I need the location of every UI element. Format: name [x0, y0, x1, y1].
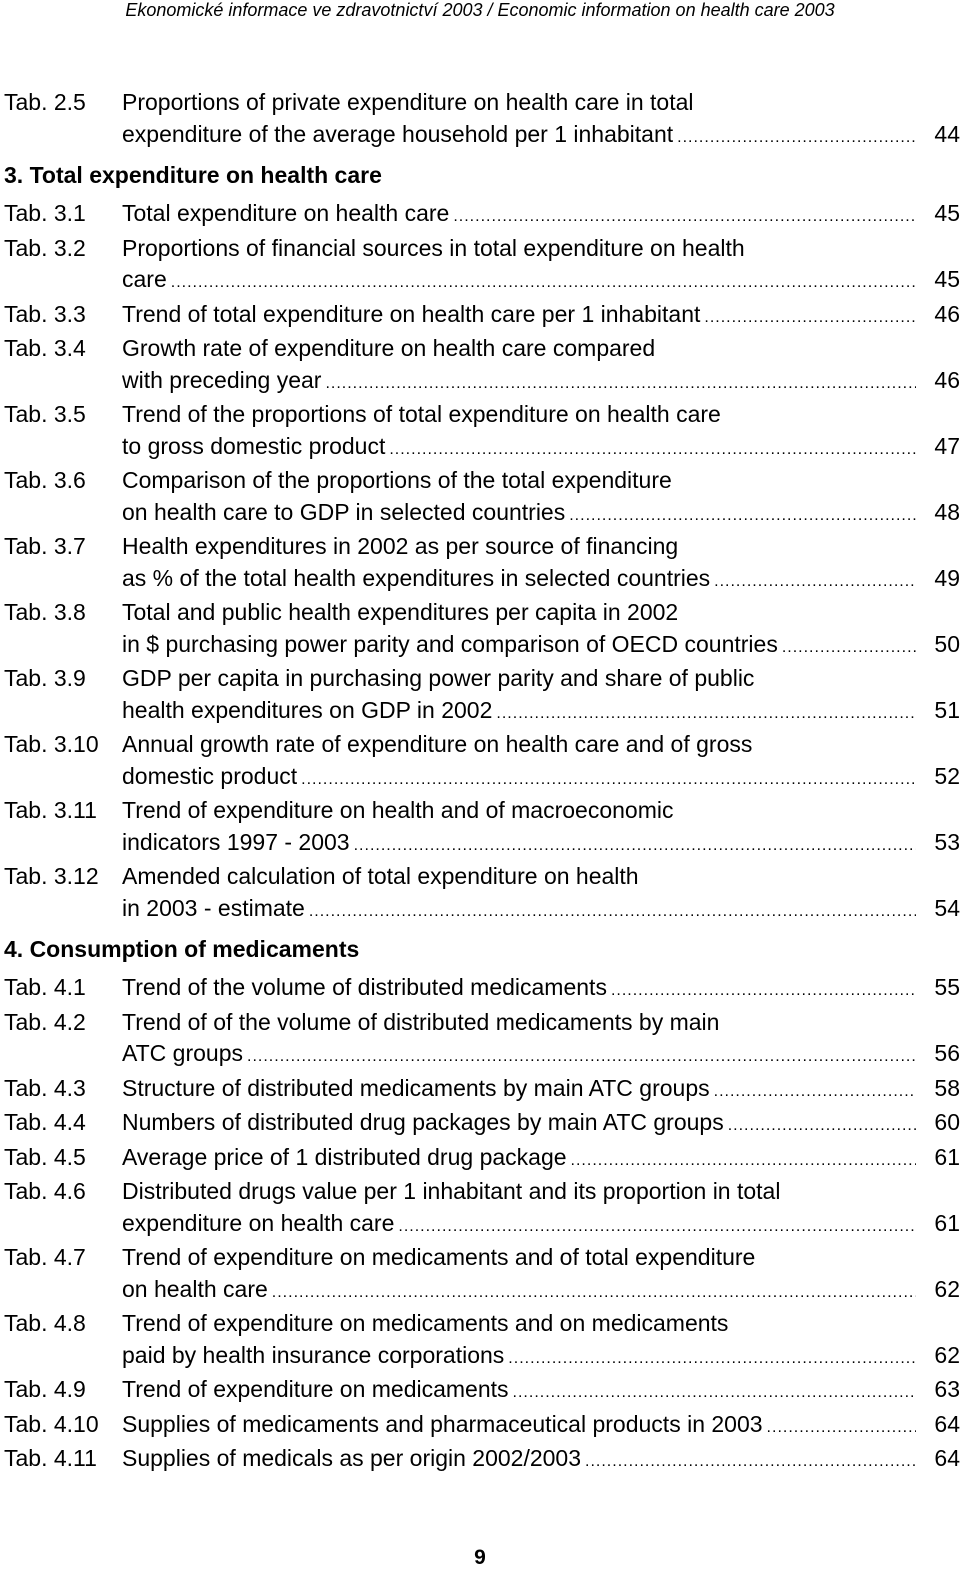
entry-title-line: Total expenditure on health care	[122, 200, 450, 226]
table-number: Tab. 4.9	[4, 1376, 86, 1402]
page-ref[interactable]: 62	[934, 1275, 960, 1302]
toc-entry[interactable]	[4, 1176, 960, 1242]
entry-title-line: paid by health insurance corporations	[122, 1341, 505, 1368]
entry-title-line: domestic product	[122, 762, 298, 789]
entry-title-line: as % of the total health expenditures in selected countries	[122, 564, 711, 591]
table-number: Tab. 3.6	[4, 467, 86, 493]
toc-entry[interactable]	[4, 1374, 960, 1409]
entry-title-line: Comparison of the proportions of the total expenditure	[122, 467, 672, 493]
page-ref[interactable]: 49	[934, 564, 960, 591]
table-number: Tab. 3.3	[4, 300, 86, 327]
running-header: Ekonomické informace ve zdravotnictví 2003 / Economic information on health care 2003	[125, 0, 835, 20]
entry-title-line: Total and public health expenditures per capita in 2002	[122, 599, 679, 625]
table-number: Tab. 3.7	[4, 533, 86, 559]
section-heading: 4. Consumption of medicaments	[4, 936, 360, 962]
toc-entry[interactable]	[4, 795, 960, 861]
dot-leader	[714, 1076, 916, 1108]
page-ref[interactable]: 46	[934, 366, 960, 393]
dot-leader	[714, 566, 916, 598]
page-ref[interactable]: 55	[934, 974, 960, 1000]
table-number: Tab. 2.5	[4, 89, 86, 115]
page-ref[interactable]: 50	[934, 630, 960, 657]
table-number: Tab. 4.1	[4, 974, 86, 1000]
entry-title-line: Distributed drugs value per 1 inhabitant and its proportion in total	[122, 1178, 781, 1204]
page-ref[interactable]: 44	[934, 120, 960, 147]
entry-title-line: indicators 1997 - 2003	[122, 828, 350, 855]
dot-leader	[398, 1211, 916, 1243]
dot-leader	[272, 1277, 916, 1309]
dot-leader	[247, 1041, 916, 1073]
toc-entry[interactable]	[4, 1142, 960, 1177]
toc-entry[interactable]	[4, 531, 960, 597]
table-number: Tab. 4.11	[4, 1445, 97, 1471]
dot-leader	[571, 1145, 916, 1177]
toc-entry[interactable]	[4, 299, 960, 334]
page-ref[interactable]: 61	[934, 1209, 960, 1236]
page-ref[interactable]: 60	[934, 1109, 960, 1135]
dot-leader	[782, 632, 916, 664]
page-ref[interactable]: 45	[934, 266, 960, 292]
toc-entry[interactable]	[4, 861, 960, 927]
dot-leader	[585, 1446, 916, 1478]
entry-title-line: Health expenditures in 2002 as per source of financing	[122, 533, 679, 559]
page-ref[interactable]: 58	[934, 1074, 960, 1101]
page-ref[interactable]: 52	[934, 762, 960, 789]
table-number: Tab. 3.11	[4, 797, 97, 823]
page-ref[interactable]: 46	[934, 300, 960, 327]
page-ref[interactable]: 64	[934, 1410, 960, 1437]
entry-title-line: Trend of expenditure on medicaments and on medicaments	[122, 1310, 729, 1336]
dot-leader	[309, 896, 916, 928]
entry-title-line: expenditure of the average household per 1 inhabitant	[122, 120, 674, 147]
page-ref[interactable]: 63	[934, 1376, 960, 1402]
table-number: Tab. 4.4	[4, 1109, 86, 1135]
entry-title-line: on health care to GDP in selected countries	[122, 498, 566, 525]
entry-title-line: Proportions of private expenditure on health care in total	[122, 89, 694, 115]
dot-leader	[767, 1412, 916, 1444]
toc-entry[interactable]	[4, 465, 960, 531]
page-ref[interactable]: 64	[934, 1445, 960, 1471]
dot-leader	[611, 975, 916, 1007]
dot-leader	[704, 302, 916, 334]
dot-leader	[496, 698, 916, 730]
toc-entry[interactable]	[4, 198, 960, 233]
table-number: Tab. 3.5	[4, 401, 86, 427]
toc-entry[interactable]	[4, 399, 960, 465]
entry-title-line: Trend of expenditure on medicaments and of total expenditure	[122, 1244, 756, 1270]
entry-title-line: Trend of expenditure on medicaments	[122, 1376, 509, 1402]
table-number: Tab. 3.2	[4, 234, 86, 261]
entry-title-line: Trend of of the volume of distributed medicaments by main	[122, 1008, 720, 1035]
page-ref[interactable]: 56	[934, 1040, 960, 1066]
dot-leader	[301, 764, 916, 796]
entry-title-line: Numbers of distributed drug packages by main ATC groups	[122, 1109, 724, 1135]
entry-title-line: Structure of distributed medicaments by main ATC groups	[122, 1074, 710, 1101]
dot-leader	[453, 201, 916, 233]
toc-entry[interactable]	[4, 729, 960, 795]
entry-title-line: ATC groups	[122, 1040, 244, 1066]
table-number: Tab. 4.5	[4, 1143, 86, 1170]
table-number: Tab. 3.4	[4, 335, 86, 361]
toc-entry[interactable]	[4, 1308, 960, 1374]
table-number: Tab. 3.12	[4, 863, 99, 889]
toc-entry[interactable]	[4, 87, 960, 153]
toc-entry[interactable]	[4, 597, 960, 663]
toc-entry[interactable]	[4, 972, 960, 1007]
page-ref[interactable]: 61	[934, 1143, 960, 1170]
entry-title-line: Supplies of medicaments and pharmaceutical products in 2003	[122, 1410, 763, 1437]
entry-title-line: with preceding year	[122, 366, 322, 393]
entry-title-line: Average price of 1 distributed drug package	[122, 1143, 567, 1170]
dot-leader	[569, 500, 916, 532]
table-number: Tab. 3.8	[4, 599, 86, 625]
entry-title-line: Trend of the proportions of total expenditure on health care	[122, 401, 721, 427]
page-ref[interactable]: 53	[934, 828, 960, 855]
entry-title-line: Trend of the volume of distributed medicaments	[122, 974, 607, 1000]
entry-title-line: Supplies of medicals as per origin 2002/2003	[122, 1445, 582, 1471]
section-heading: 3. Total expenditure on health care	[4, 162, 382, 188]
table-number: Tab. 4.7	[4, 1244, 86, 1270]
toc-entry[interactable]	[4, 1409, 960, 1444]
entry-title-line: to gross domestic product	[122, 432, 386, 459]
toc-entry[interactable]	[4, 333, 960, 399]
entry-title-line: Trend of total expenditure on health care per 1 inhabitant	[122, 300, 701, 327]
entry-title-line: GDP per capita in purchasing power parity and share of public	[122, 665, 755, 691]
page-ref[interactable]: 48	[934, 498, 960, 525]
table-of-contents	[4, 87, 960, 1478]
toc-entry[interactable]	[4, 233, 960, 299]
dot-leader	[677, 122, 916, 154]
table-number: Tab. 3.10	[4, 731, 99, 757]
page-ref[interactable]: 45	[934, 200, 960, 226]
entry-title-line: expenditure on health care	[122, 1209, 395, 1236]
table-number: Tab. 4.10	[4, 1410, 99, 1437]
table-number: Tab. 4.8	[4, 1310, 86, 1336]
page-ref[interactable]: 47	[934, 432, 960, 459]
toc-entry[interactable]	[4, 1073, 960, 1108]
entry-title-line: in $ purchasing power parity and comparison of OECD countries	[122, 630, 778, 657]
table-number: Tab. 4.6	[4, 1178, 86, 1204]
entry-title-line: on health care	[122, 1275, 268, 1302]
entry-title-line: Growth rate of expenditure on health care compared	[122, 335, 656, 361]
dot-leader	[325, 368, 916, 400]
dot-leader	[508, 1343, 916, 1375]
entry-title-line: care	[122, 266, 167, 292]
dot-leader	[354, 830, 916, 862]
entry-title-line: Annual growth rate of expenditure on health care and of gross	[122, 731, 753, 757]
toc-entry[interactable]	[4, 1443, 960, 1478]
dot-leader	[389, 434, 916, 466]
entry-title-line: Amended calculation of total expenditure on health	[122, 863, 639, 889]
entry-title-line: Proportions of financial sources in total expenditure on health	[122, 234, 745, 261]
entry-title-line: Trend of expenditure on health and of macroeconomic	[122, 797, 674, 823]
page-ref[interactable]: 62	[934, 1341, 960, 1368]
toc-entry[interactable]	[4, 1007, 960, 1073]
page-ref[interactable]: 51	[934, 696, 960, 723]
dot-leader	[728, 1110, 916, 1142]
toc-entry[interactable]	[4, 1242, 960, 1308]
dot-leader	[171, 267, 916, 299]
table-number: Tab. 4.3	[4, 1074, 86, 1101]
entry-title-line: in 2003 - estimate	[122, 894, 305, 921]
page-number: 9	[474, 1546, 486, 1569]
entry-title-line: health expenditures on GDP in 2002	[122, 696, 493, 723]
toc-entry[interactable]	[4, 663, 960, 729]
table-number: Tab. 3.1	[4, 200, 86, 226]
dot-leader	[513, 1377, 916, 1409]
page-ref[interactable]: 54	[934, 894, 960, 921]
table-number: Tab. 4.2	[4, 1008, 86, 1035]
toc-entry[interactable]	[4, 1107, 960, 1142]
table-number: Tab. 3.9	[4, 665, 86, 691]
